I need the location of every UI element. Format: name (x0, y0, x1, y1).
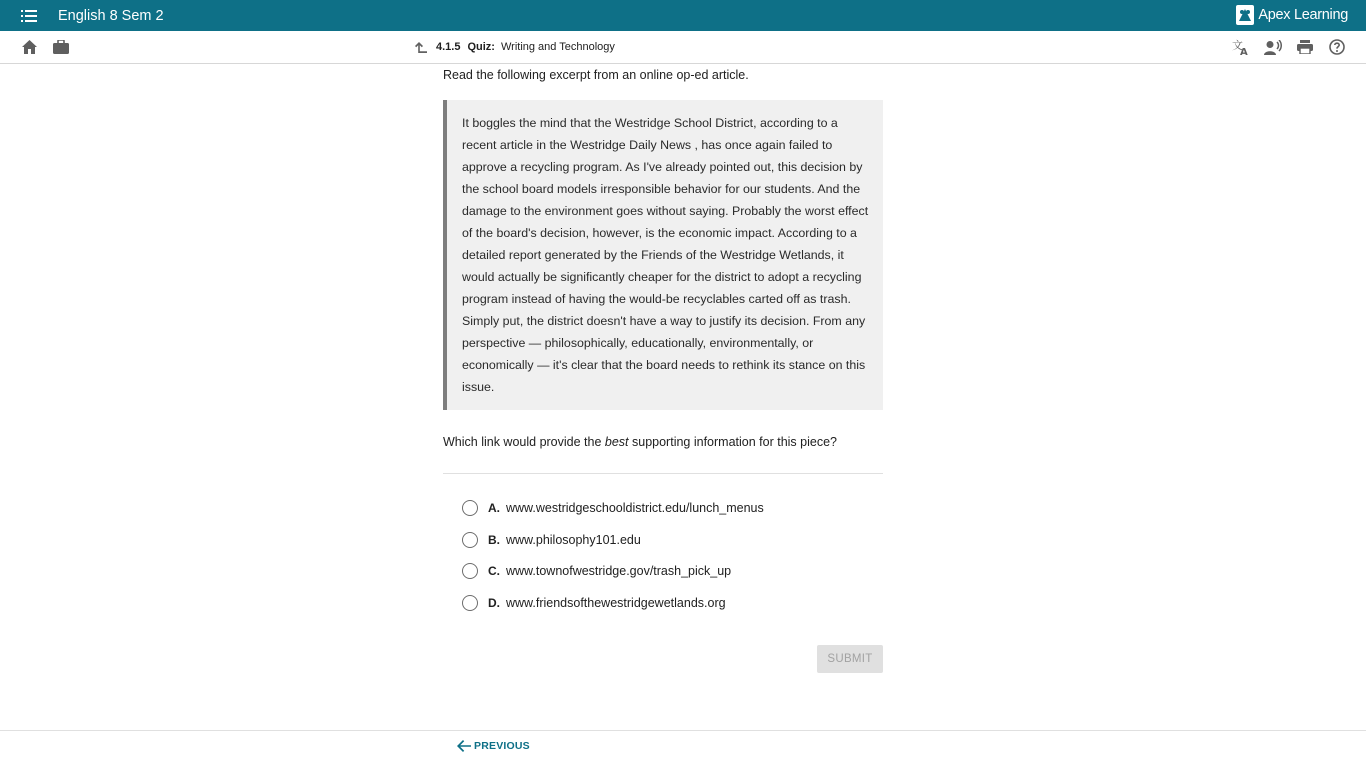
question-text-after: supporting information for this piece? (628, 435, 837, 449)
help-icon (1329, 39, 1345, 55)
apex-logo-icon (1236, 5, 1254, 25)
question-emphasis: best (604, 435, 629, 449)
quiz-content (443, 64, 883, 665)
radio-button[interactable] (462, 532, 478, 548)
answer-options (443, 492, 883, 619)
option-letter: C. (488, 564, 500, 579)
breadcrumb (414, 31, 615, 63)
list-icon (21, 10, 37, 22)
lesson-number: 4.1.5 (436, 41, 461, 53)
home-icon (22, 40, 37, 54)
option-b[interactable] (443, 524, 883, 556)
briefcase-button[interactable] (47, 31, 75, 63)
svg-text:A: A (1240, 47, 1248, 55)
brand-name: Apex Learning (1258, 7, 1348, 23)
menu-button[interactable] (0, 0, 58, 31)
option-text[interactable]: www.friendsofthewestridgewetlands.org (506, 596, 726, 611)
print-icon (1297, 40, 1313, 54)
option-d[interactable] (443, 587, 883, 619)
option-letter: A. (488, 500, 500, 515)
option-letter: B. (488, 532, 500, 547)
option-text[interactable]: www.townofwestridge.gov/trash_pick_up (506, 564, 732, 579)
activity-type: Quiz: (467, 41, 495, 53)
radio-button[interactable] (462, 563, 478, 579)
radio-button[interactable] (462, 595, 478, 611)
footer-nav (0, 730, 1366, 768)
option-text[interactable]: www.westridgeschooldistrict.edu/lunch_menus (506, 500, 764, 515)
top-bar (0, 0, 1366, 31)
submit-button[interactable]: SUBMIT (817, 645, 883, 673)
activity-name: Writing and Technology (500, 41, 615, 53)
course-title: English 8 Sem 2 (58, 7, 164, 24)
print-button[interactable] (1291, 31, 1319, 63)
translate-button[interactable] (1227, 31, 1255, 63)
previous-button[interactable] (457, 740, 530, 752)
translate-icon (1232, 39, 1250, 55)
svg-text:文: 文 (1232, 39, 1243, 52)
question-intro: Read the following excerpt from an online op-ed article. (443, 68, 749, 82)
toolbar (0, 31, 1366, 64)
text-to-speech-button[interactable] (1259, 31, 1287, 63)
option-c[interactable] (443, 556, 883, 588)
radio-button[interactable] (462, 500, 478, 516)
home-button[interactable] (15, 31, 43, 63)
text-to-speech-icon (1264, 40, 1282, 55)
option-letter: D. (488, 596, 500, 611)
excerpt-passage: It boggles the mind that the Westridge School District, according to a recent article in the Westridge Daily News , has once again failed to approve a recycling program. As I've already pointed out, this decision by the school board models irresponsible behavior for our students. And the damage to the environment goes without saying. Probably the worst effect of the board's decision, however, is the economic impact. According to a detailed report generated by the Friends of the Westridge Wetlands, it would actually be significantly cheaper for the district to adopt a recycling program instead of having the would-be recyclables carted off as trash. Simply put, the district doesn't have a way to justify its decision. From any perspective — philosophically, educationally, environmentally, or economically — it's clear that the board needs to rethink its stance on this issue. (443, 100, 883, 410)
brand-logo (1236, 5, 1348, 25)
question-text-before: Which link would provide the (443, 435, 605, 449)
option-text[interactable]: www.philosophy101.edu (506, 532, 641, 547)
question-prompt (443, 433, 883, 474)
option-a[interactable] (443, 492, 883, 524)
level-up-icon[interactable] (414, 40, 428, 54)
previous-label: PREVIOUS (474, 740, 530, 752)
arrow-left-icon (457, 740, 471, 752)
briefcase-icon (53, 40, 69, 54)
help-button[interactable] (1323, 31, 1351, 63)
